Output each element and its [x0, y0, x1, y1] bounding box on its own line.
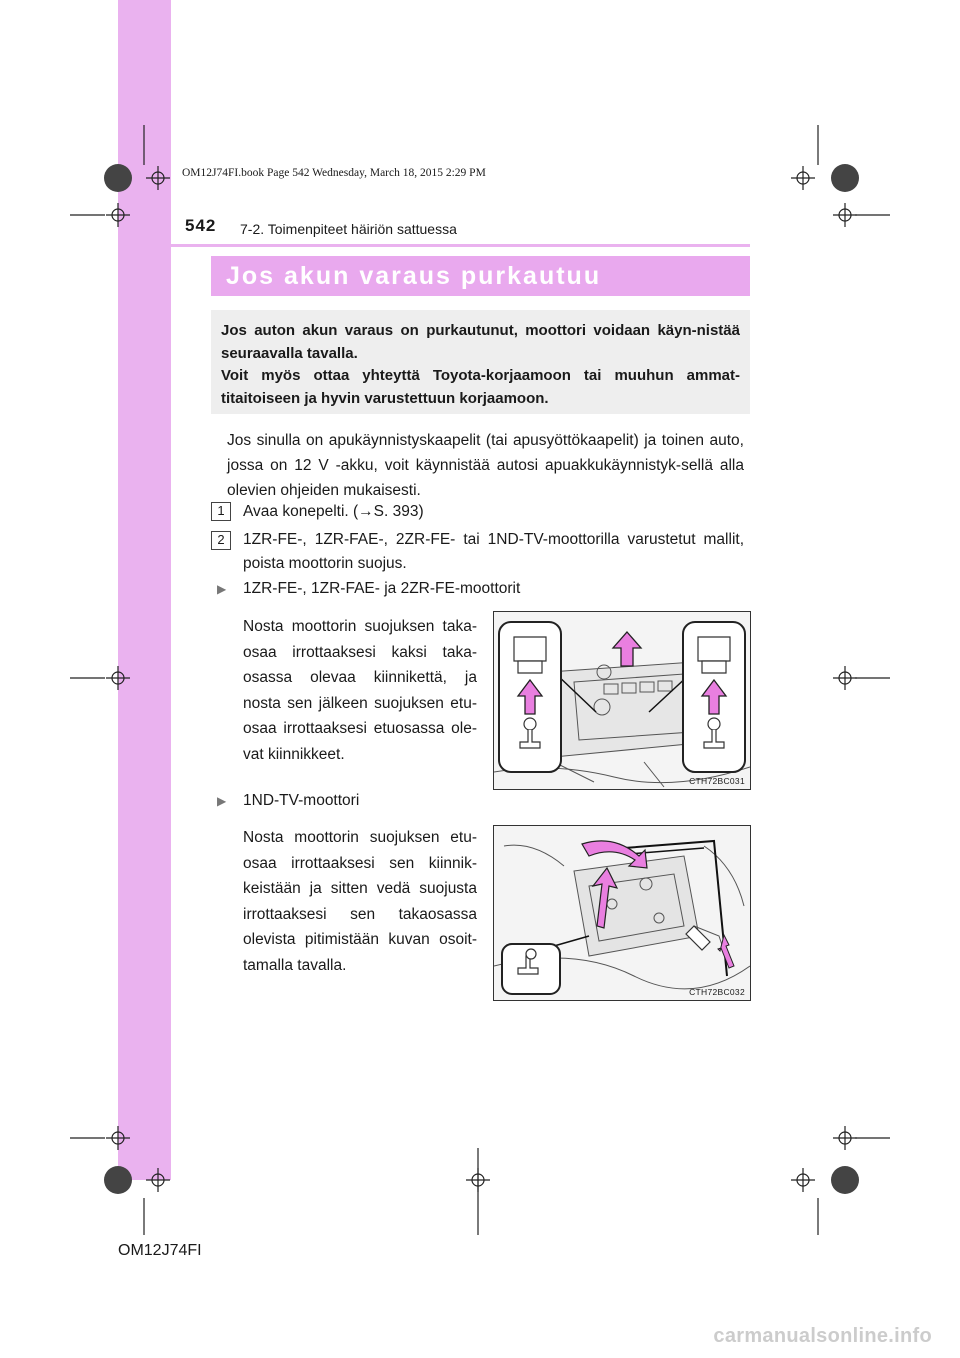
page-side-tab: [118, 0, 171, 1180]
watermark: carmanualsonline.info: [713, 1325, 932, 1347]
book-meta: OM12J74FI.book Page 542 Wednesday, March 18, 2015 2:29 PM: [182, 167, 486, 179]
subsection-heading-2: [217, 790, 359, 812]
body-paragraph: Jos sinulla on apukäynnistyskaapelit (tai apusyöttökaapelit) ja toinen auto, jossa on 12 V -akku, voit käynnistää autosi apuakkukäynnistyk-sellä alla olevien ohjeiden mukaisesti.: [227, 432, 744, 499]
figure-code-1: CTH72BC031: [689, 776, 745, 786]
section-title: 7-2. Toimenpiteet häiriön sattuessa: [240, 221, 457, 237]
bullet-triangle-icon: ▶: [217, 794, 227, 808]
header-rule: [118, 244, 750, 247]
footer-code: OM12J74FI: [118, 1242, 202, 1259]
intro-line-2: Voit myös ottaa yhteyttä Toyota-korjaamoon tai muuhun ammat-titaitoiseen ja hyvin varustettuun korjaamoon.: [221, 367, 740, 407]
figure-code-2: CTH72BC032: [689, 987, 745, 997]
step-text-2: 1ZR-FE-, 1ZR-FAE-, 2ZR-FE- tai 1ND-TV-moottorilla varustetut mallit, poista moottorin suojus.: [243, 531, 744, 572]
subsection-description-2: Nosta moottorin suojuksen etu-osaa irrottaaksesi sen kiinnik-keistään ja sitten vedä suojusta irrottaaksesi sen takaosassa olevista pitimistään kuvan osoit-tamalla tavalla.: [243, 829, 477, 974]
bullet-triangle-icon: ▶: [217, 582, 227, 596]
intro-line-1: Jos auton akun varaus on purkautunut, moottori voidaan käyn-nistää seuraavalla tavalla.: [221, 322, 740, 362]
step-text-1: Avaa konepelti. (→S. 393): [243, 503, 424, 520]
step-number-2: 2: [211, 531, 231, 550]
step-number-1: 1: [211, 502, 231, 521]
subsection-description-1: Nosta moottorin suojuksen taka-osaa irrottaaksesi kaksi taka-osassa olevaa kiinnikettä, ja nosta sen jälkeen suojuksen etu-osaa irrottaaksesi etuosassa ole-vat kiinnikkeet.: [243, 618, 477, 763]
page-number: 542: [185, 216, 217, 235]
section-heading: Jos akun varaus purkautuu: [211, 256, 750, 296]
subsection-heading-1-text: 1ZR-FE-, 1ZR-FAE- ja 2ZR-FE-moottorit: [243, 580, 521, 597]
subsection-heading-2-text: 1ND-TV-moottori: [243, 792, 360, 809]
engine-cover-figure-1: [493, 611, 751, 790]
intro-box: [211, 310, 750, 414]
subsection-heading-1: [217, 578, 520, 600]
engine-cover-figure-2: [493, 825, 751, 1001]
